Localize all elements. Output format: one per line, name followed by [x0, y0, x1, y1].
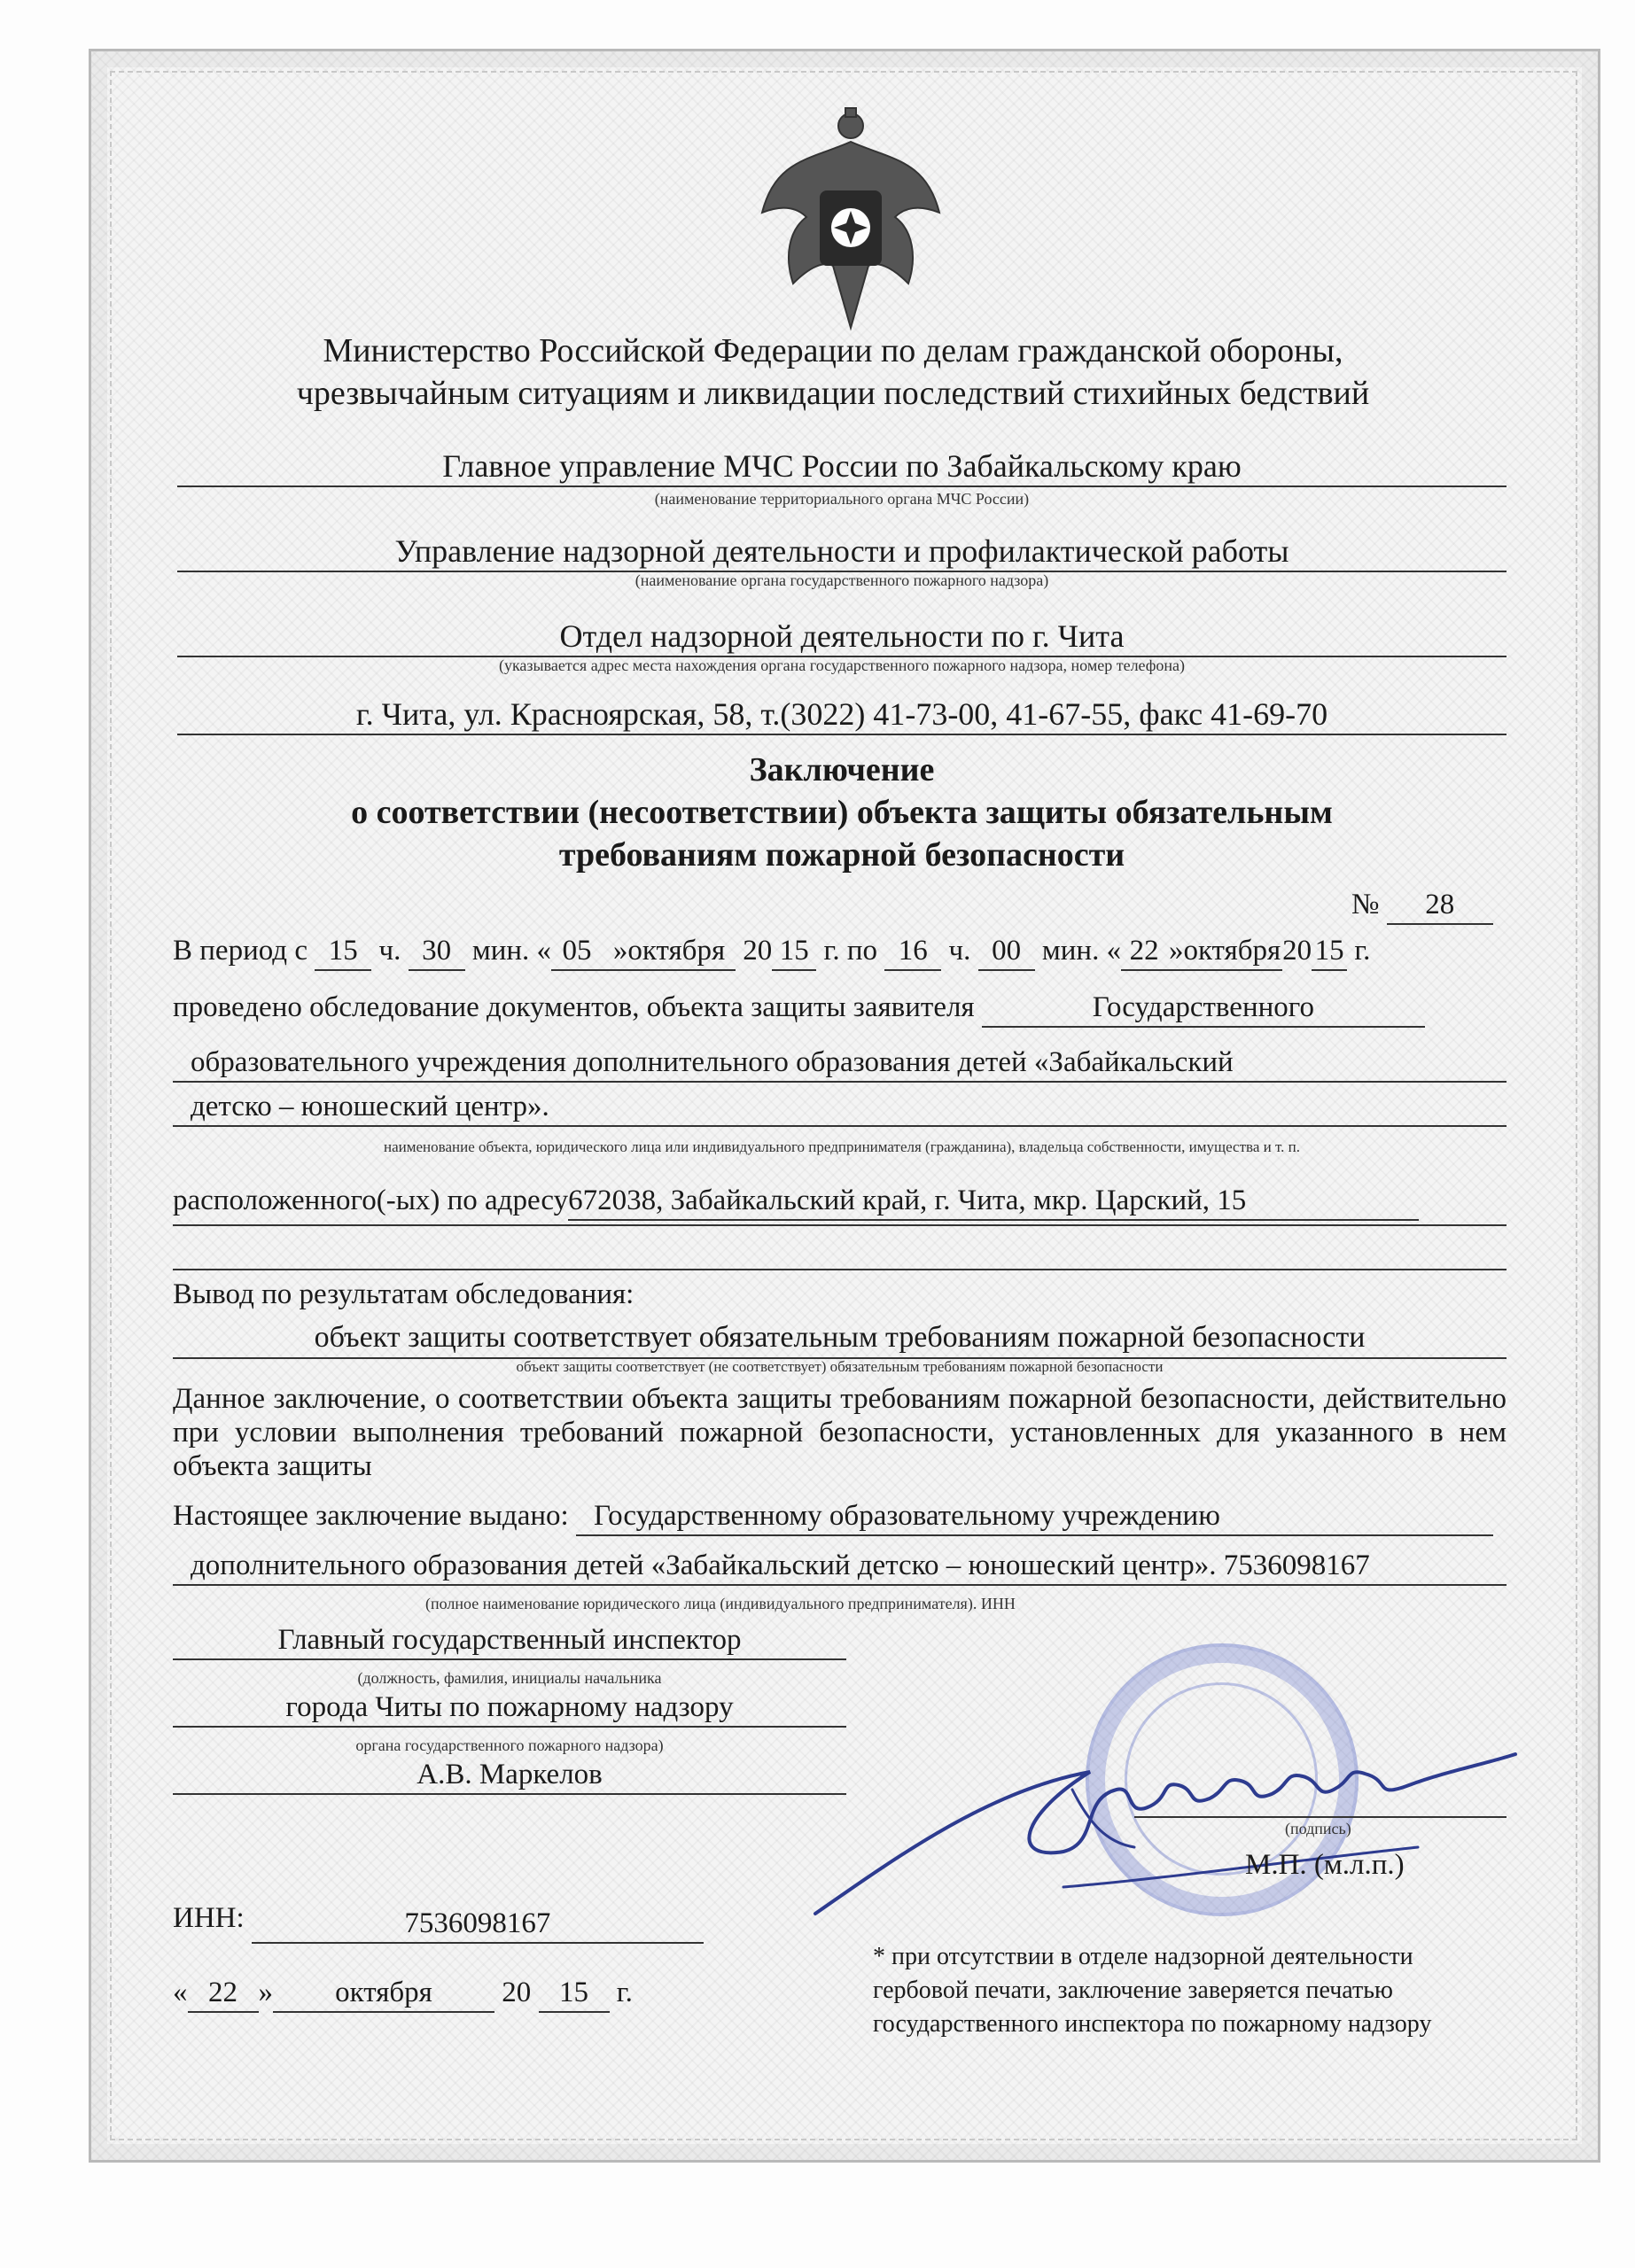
signatory-position-2: города Читы по пожарному надзору	[173, 1689, 846, 1728]
inn-value: 7536098167	[252, 1905, 704, 1944]
inspection-row	[173, 989, 1425, 1028]
document-title: Заключение	[749, 751, 935, 788]
start-minute: 30	[409, 932, 465, 971]
supervision-body-field: Управление надзорной деятельности и профилактической работы	[177, 532, 1507, 572]
hour-label: ч.	[378, 935, 401, 967]
year-prefix-2: 20	[1282, 935, 1312, 967]
start-day: 05	[551, 932, 603, 971]
signature-line	[1134, 1816, 1507, 1818]
end-minute: 00	[978, 932, 1035, 971]
end-hour: 16	[884, 932, 941, 971]
date-year-prefix: 20	[502, 1977, 532, 2008]
department-caption: (указывается адрес места нахождения органа государственного пожарного надзора, номер телефона)	[498, 656, 1186, 674]
hour-label-2: ч.	[948, 935, 971, 967]
applicant-line-3: детско – юношеский центр».	[173, 1088, 1507, 1127]
conclusion-value: объект защиты соответствует обязательным требованиям пожарной безопасности	[173, 1318, 1507, 1359]
inn-label: ИНН:	[173, 1902, 245, 1934]
start-month: »октября	[603, 932, 736, 971]
end-day: 22	[1121, 932, 1167, 971]
date-year-suffix: г.	[616, 1977, 633, 2008]
number-label: №	[1351, 889, 1380, 920]
year-prefix: 20	[743, 935, 773, 967]
number-value: 28	[1387, 886, 1493, 925]
period-row	[173, 932, 1370, 971]
document-subtitle-2: требованиям пожарной безопасности	[558, 836, 1125, 874]
location-row	[173, 1182, 1419, 1221]
document-subtitle-1: о соответствии (несоответствии) объекта защиты обязательным	[351, 794, 1333, 831]
minute-label: мин. «	[471, 935, 552, 967]
signatory-position-1: Главный государственный инспектор	[173, 1621, 846, 1660]
issued-caption: (полное наименование юридического лица (индивидуального предпринимателя). ИНН	[425, 1595, 1016, 1612]
conclusion-label: Вывод по результатам обследования:	[173, 1278, 635, 1310]
emchs-emblem-icon	[758, 106, 944, 346]
handwritten-signature	[798, 1674, 1524, 1940]
date-row	[173, 1974, 633, 2013]
issued-value-1: Государственному образовательному учреждению	[576, 1497, 1493, 1536]
blank-line-2	[173, 1269, 1507, 1270]
date-open-quote: «	[173, 1977, 188, 2008]
signatory-caption-2: органа государственного пожарного надзора)	[355, 1736, 664, 1754]
signatory-caption-1: (должность, фамилия, инициалы начальника	[357, 1669, 662, 1687]
start-hour: 15	[315, 932, 371, 971]
address-phone-field: г. Чита, ул. Красноярская, 58, т.(3022) 41-73-00, 41-67-55, факс 41-69-70	[177, 695, 1507, 735]
end-year: 15	[1312, 932, 1347, 971]
minute-label-2: мин. «	[1041, 935, 1122, 967]
territorial-body-caption: (наименование территориального органа МЧС России)	[654, 490, 1030, 508]
issued-label: Настоящее заключение выдано:	[173, 1500, 569, 1532]
seal-note: * при отсутствии в отделе надзорной деятельности гербовой печати, заключение заверяется печатью государственного инспектора по пожарному надзору	[873, 1943, 1432, 2038]
signature-caption: (подпись)	[1285, 1820, 1351, 1837]
validity-text: Данное заключение, о соответствии объекта защиты требованиям пожарной безопасности, действительно при условии выполнения требований пожарной безопасности, установленных для указанного в нем объекта защиты	[173, 1383, 1507, 1482]
date-year: 15	[539, 1974, 610, 2013]
supervision-body-caption: (наименование органа государственного пожарного надзора)	[635, 571, 1049, 589]
applicant-caption: наименование объекта, юридического лица или индивидуального предпринимателя (гражданина), владельца собственности, имущества и т. п.	[384, 1138, 1300, 1155]
document-number	[1351, 886, 1493, 925]
department-field: Отдел надзорной деятельности по г. Чита	[177, 617, 1507, 657]
location-label: расположенного(-ых) по адресу	[173, 1184, 569, 1216]
end-month: »октября	[1167, 932, 1282, 971]
issued-value-2: дополнительного образования детей «Забайкальский детско – юношеский центр». 7536098167	[173, 1547, 1507, 1586]
applicant-line-1: Государственного	[982, 989, 1425, 1028]
signatory-name: А.В. Маркелов	[173, 1756, 846, 1795]
date-month: октября	[273, 1974, 494, 2013]
seal-label: М.П. (м.л.п.)	[1245, 1849, 1405, 1881]
issued-row	[173, 1497, 1493, 1536]
blank-line-1	[173, 1224, 1507, 1226]
ministry-line-2: чрезвычайным ситуациям и ликвидации последствий стихийных бедствий	[296, 375, 1370, 412]
start-year: 15	[772, 932, 816, 971]
period-label: В период с	[173, 935, 308, 967]
ministry-line-1: Министерство Российской Федерации по делам гражданской обороны,	[323, 332, 1343, 369]
inn-row	[173, 1899, 704, 1938]
date-day: 22	[188, 1974, 259, 2013]
to-label: г. по	[823, 935, 878, 967]
date-close-quote: »	[258, 1977, 273, 2008]
location-value: 672038, Забайкальский край, г. Чита, мкр. Царский, 15	[568, 1182, 1419, 1221]
year-suffix: г.	[1354, 935, 1371, 967]
inspection-label: проведено обследование документов, объекта защиты заявителя	[173, 991, 975, 1023]
applicant-line-2: образовательного учреждения дополнительного образования детей «Забайкальский	[173, 1044, 1507, 1083]
territorial-body-field: Главное управление МЧС России по Забайкальскому краю	[177, 447, 1507, 487]
conclusion-caption: объект защиты соответствует (не соответствует) обязательным требованиям пожарной безопасности	[516, 1358, 1164, 1375]
